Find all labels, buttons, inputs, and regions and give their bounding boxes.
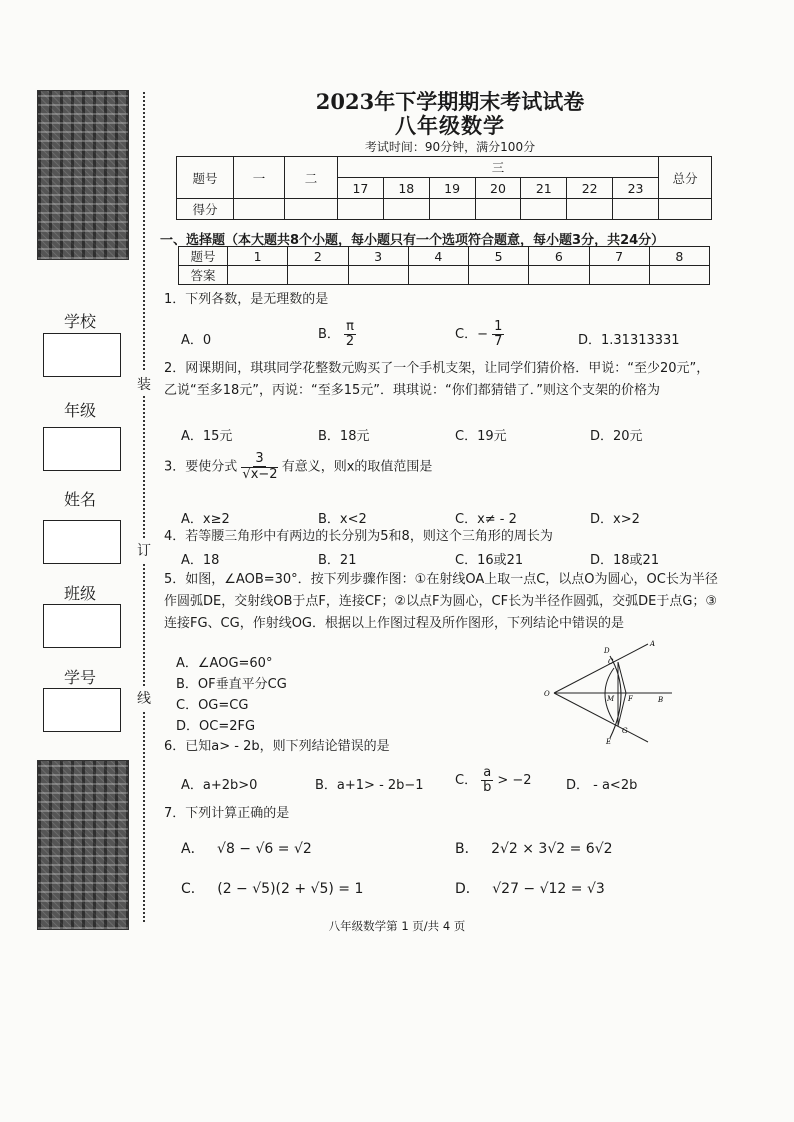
q7-option-d [455,878,605,898]
score-header-sec3: 三 [338,157,659,178]
score-cell[interactable] [521,199,567,220]
q5-option-b: B．OF垂直平分CG [176,677,287,692]
label-student-id: 学号 [64,668,97,687]
q6-c-den: b [483,780,492,795]
answer-cell[interactable] [228,266,288,285]
q5-option-d: D．OC=2FG [176,719,256,734]
score-col: 22 [567,178,613,199]
ray-og [554,693,648,742]
q7-b-expr: 2√2 × 3√2 = 6√2 [491,841,613,857]
answer-cell[interactable] [288,266,348,285]
score-cell[interactable] [429,199,475,220]
q3-option-c: C．x≠ - 2 [455,512,517,527]
score-col: 19 [429,178,475,199]
q3-option-b: B．x<2 [318,512,367,527]
q4-option-a: A．18 [181,553,220,568]
q2-option-a: A．15元 [181,429,233,444]
answer-col: 1 [228,247,288,266]
q5-option-a: A．∠AOG=60° [176,656,273,671]
q1-c-num: 1 [494,319,503,334]
score-header-sec2: 二 [285,157,338,199]
q3-den: √ x−2 [241,467,277,482]
answer-col: 4 [408,247,468,266]
q7-d-label: D． [455,881,480,897]
fig-label-a: A [650,640,656,648]
score-cell[interactable] [567,199,613,220]
q6-option-d: D． - a<2b [566,778,638,793]
fig-label-m: M [607,695,615,703]
class-field[interactable] [43,604,121,648]
page-footer: 八年级数学第 1 页/共 4 页 [328,919,466,933]
score-col: 17 [338,178,384,199]
fig-label-d: D [604,647,610,655]
answer-cell[interactable] [348,266,408,285]
score-col: 20 [475,178,521,199]
score-table [176,156,712,220]
q3-fraction [241,452,277,482]
question-6-stem: 6．已知a> - 2b，则下列结论错误的是 [164,739,390,754]
answer-header-label: 题号 [179,247,228,266]
binding-line [143,92,145,922]
binding-word-xian: 线 [137,686,151,710]
question-5-stem: 5．如图，∠AOB=30°．按下列步骤作图：①在射线OA上取一点C，以点O为圆心，OC长为半径作圆弧DE，交射线OB于点F，连接CF；②以点F为圆心，CF长为半径作圆弧，交弧DE于点G；③连接FG、CG，作射线OG．根据以上作图过程及所作图形，下列结论中错误的是 [164,572,718,631]
score-cell[interactable] [475,199,521,220]
label-school: 学校 [64,312,97,331]
q1-b-label: B． [318,327,340,342]
label-grade: 年级 [64,401,97,420]
q6-c-fraction [481,766,493,795]
q2-option-b: B．18元 [318,429,370,444]
score-col: 18 [383,178,429,199]
score-cell[interactable] [383,199,429,220]
q6-option-a: A．a+2b>0 [181,778,258,793]
ray-oa [554,644,648,693]
q6-c-label: C． [455,773,478,788]
question-1-stem: 1．下列各数，是无理数的是 [164,292,329,307]
score-header-sec1: 一 [234,157,285,199]
score-col: 23 [613,178,659,199]
q6-c-num: a [483,765,492,780]
q1-b-fraction [344,320,356,349]
q1-c-den: 7 [494,334,503,349]
q7-b-label: B． [455,841,479,857]
fig-label-o: O [544,690,550,698]
score-cell[interactable] [613,199,659,220]
answer-cell[interactable] [469,266,529,285]
q7-option-a [181,838,312,858]
score-col: 21 [521,178,567,199]
school-field[interactable] [43,333,121,377]
q3-stem-post: 有意义，则x的取值范围是 [281,459,433,475]
fig-label-e: E [606,738,612,746]
q1-option-b [318,320,356,349]
q7-d-expr: √27 − √12 = √3 [492,881,605,897]
answer-cell[interactable] [408,266,468,285]
answer-row-label: 答案 [179,266,228,285]
question-2-stem: 2．网课期间，琪琪同学花整数元购买了一个手机支架，让同学们猜价格．甲说：“至少20元”，乙说“至多18元”，丙说：“至多15元”．琪琪说：“你们都猜错了．”则这个支架的价格为 [164,361,710,398]
score-cell[interactable] [659,199,712,220]
q1-option-c [455,320,504,349]
q3-num: 3 [255,451,264,466]
exam-title: 2023年下学期期末考试试卷 [315,89,585,114]
q6-c-post: > −2 [497,773,532,788]
q4-option-b: B．21 [318,553,357,568]
q7-a-expr: √8 − √6 = √2 [217,841,312,857]
fig-label-c: C [608,658,614,666]
score-cell[interactable] [338,199,384,220]
score-header-label: 题号 [177,157,234,199]
answer-col: 5 [469,247,529,266]
score-cell[interactable] [234,199,285,220]
q5-geometry-figure [540,638,690,748]
binding-word-zhuang: 装 [137,372,151,396]
fig-label-b: B [658,696,664,704]
question-3-stem [164,452,432,482]
q7-a-label: A． [181,841,205,857]
q1-b-den: 2 [345,334,355,349]
answer-cell[interactable] [649,266,709,285]
answer-table [178,246,710,285]
q4-option-c: C．16或21 [455,553,524,568]
q3-option-a: A．x≥2 [181,512,230,527]
answer-col: 6 [529,247,589,266]
q1-option-a: A．0 [181,333,212,348]
q6-option-c [455,766,532,795]
q7-option-c [181,878,363,898]
q6-option-b: B．a+1> - 2b−1 [315,778,424,793]
q7-c-expr: (2 − √5)(2 + √5) = 1 [217,881,364,897]
q3-option-d: D．x>2 [590,512,640,527]
answer-cell[interactable] [589,266,649,285]
exam-info: 考试时间：90分钟，满分100分 [364,140,536,154]
question-7-stem: 7．下列计算正确的是 [164,806,290,821]
answer-col: 2 [288,247,348,266]
exam-subject: 八年级数学 [395,113,505,138]
q5-option-c: C．OG=CG [176,698,249,713]
decorative-pattern-top [37,90,129,260]
answer-col: 3 [348,247,408,266]
q4-option-d: D．18或21 [590,553,660,568]
q1-c-fraction [492,320,504,349]
q1-b-num: π [346,319,354,334]
q7-option-b [455,838,613,858]
fig-label-f: F [628,695,633,703]
decorative-pattern-bottom [37,760,129,930]
answer-col: 7 [589,247,649,266]
score-cell[interactable] [285,199,338,220]
grade-field[interactable] [43,427,121,471]
q1-c-label: C．− [455,327,488,342]
answer-col: 8 [649,247,709,266]
question-4-stem: 4．若等腰三角形中有两边的长分别为5和8，则这个三角形的周长为 [164,529,553,544]
student-id-field[interactable] [43,688,121,732]
binding-word-ding: 订 [137,538,151,562]
q1-option-d: D．1.31313331 [578,333,680,348]
q2-option-d: D．20元 [590,429,643,444]
q7-c-label: C． [181,881,205,897]
score-row-label: 得分 [177,199,234,220]
label-name: 姓名 [64,490,97,509]
section1-heading: 一、选择题（本大题共8个小题，每小题只有一个选项符合题意，每小题3分，共24分） [160,233,665,248]
name-field[interactable] [43,520,121,564]
q3-stem-pre: 3．要使分式 [164,459,238,475]
q2-option-c: C．19元 [455,429,507,444]
score-header-total: 总分 [659,157,712,199]
label-class: 班级 [64,584,97,603]
fig-label-g: G [622,727,628,735]
answer-cell[interactable] [529,266,589,285]
